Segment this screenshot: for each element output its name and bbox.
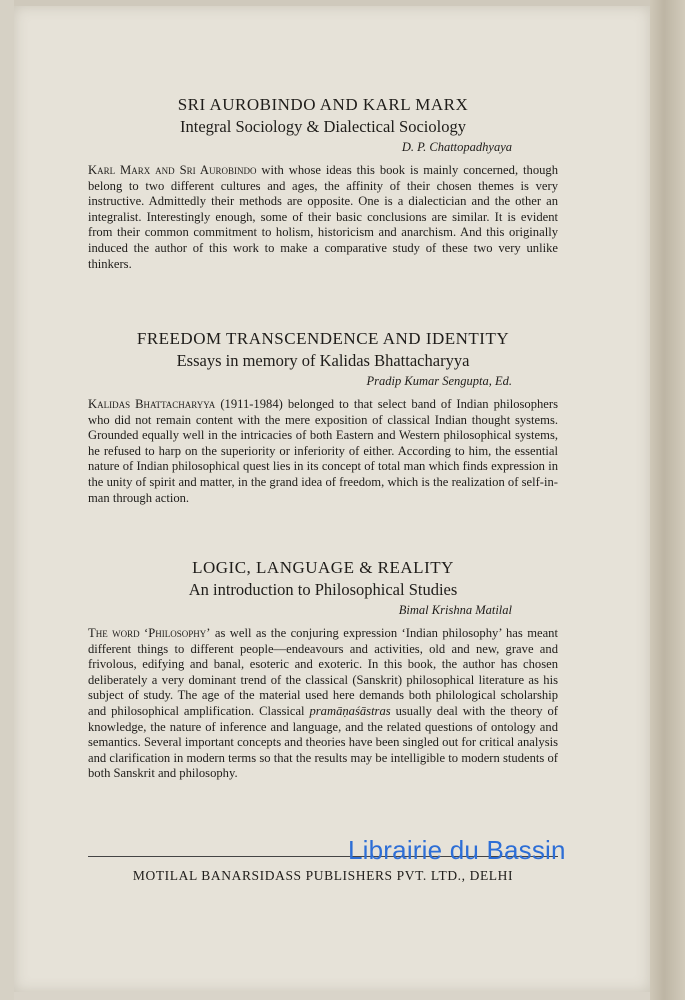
book-title: FREEDOM TRANSCENDENCE AND IDENTITY (136, 329, 510, 348)
description-lead: Karl Marx and Sri Aurobindo (88, 163, 257, 177)
book-spine (650, 0, 685, 1000)
description-lead: The word ‘Philosophy’ (88, 626, 211, 640)
description-emphasis: pramāṇaśāstras (309, 703, 391, 718)
book-entry-2 (88, 328, 558, 506)
book-description (88, 397, 558, 506)
book-subtitle: Essays in memory of Kalidas Bhattacharyya (176, 351, 470, 370)
book-title: LOGIC, LANGUAGE & REALITY (192, 558, 454, 577)
book-entry-1 (88, 94, 558, 272)
book-subtitle: An introduction to Philosophical Studies (188, 580, 458, 599)
publisher-imprint: MOTILAL BANARSIDASS PUBLISHERS PVT. LTD., DELHI (132, 868, 514, 883)
book-author: Bimal Krishna Matilal (398, 603, 512, 617)
book-entry-3 (88, 557, 558, 782)
description-text: (1911-1984) belonged to that select band of Indian philosophers who did not remain content with the mere exposition of classical Indian thought systems. Grounded equally well in the intricacies of both Eastern and Western philosophical systems, he refused to harp on the superiority or inferiority of either. According to him, the essential nature of Indian philosophical quest lies in its concept of total man which finds expression in the unity of spirit and matter, in the grand idea of freedom, which is the realization of self-in-man through action. (88, 397, 558, 505)
book-subtitle: Integral Sociology & Dialectical Sociology (180, 117, 466, 136)
book-edge-left (0, 0, 14, 1000)
seller-watermark: Librairie du Bassin (348, 835, 566, 865)
description-text: as well as the conjuring expression ‘Indian philosophy’ has meant different things to different people—endeavours and activities, old and new, grave and frivolous, edifying and banal, esoteric and exoteric. In this book, the author has chosen deliberately a very dominant trend of the classical (Sanskrit) philosophical literature as his subject of study. The age of the material used here demands both philological scholarship and philosophical amplification. Classical (88, 626, 558, 718)
description-text: with whose ideas this book is mainly concerned, though belong to two different cultures and ages, the affinity of their chosen themes is very instructive. Admittedly their methods are opposite. One is a dialectician and the other an integralist. Interestingly enough, some of their basic conclusions are similar. It is evident from their common commitment to holism, historicism and anarchism. And this originally induced the author of this work to make a comparative study of these two very unlike thinkers. (88, 163, 559, 271)
book-description (88, 626, 558, 782)
book-description (88, 163, 558, 272)
book-author: D. P. Chattopadhyaya (401, 140, 512, 154)
description-lead: Kalidas Bhattacharyya (88, 397, 216, 411)
book-author: Pradip Kumar Sengupta, Ed. (366, 374, 512, 388)
book-title: SRI AUROBINDO AND KARL MARX (177, 95, 469, 114)
description-text: usually deal with the theory of knowledge, the nature of inference and language, and the related questions of ontology and semantics. Several important concepts and theories have been singled out for critical analysis and clarification in modern terms so that the results may be intelligible to modern students of both Sanskrit and philosophy. (88, 703, 558, 781)
